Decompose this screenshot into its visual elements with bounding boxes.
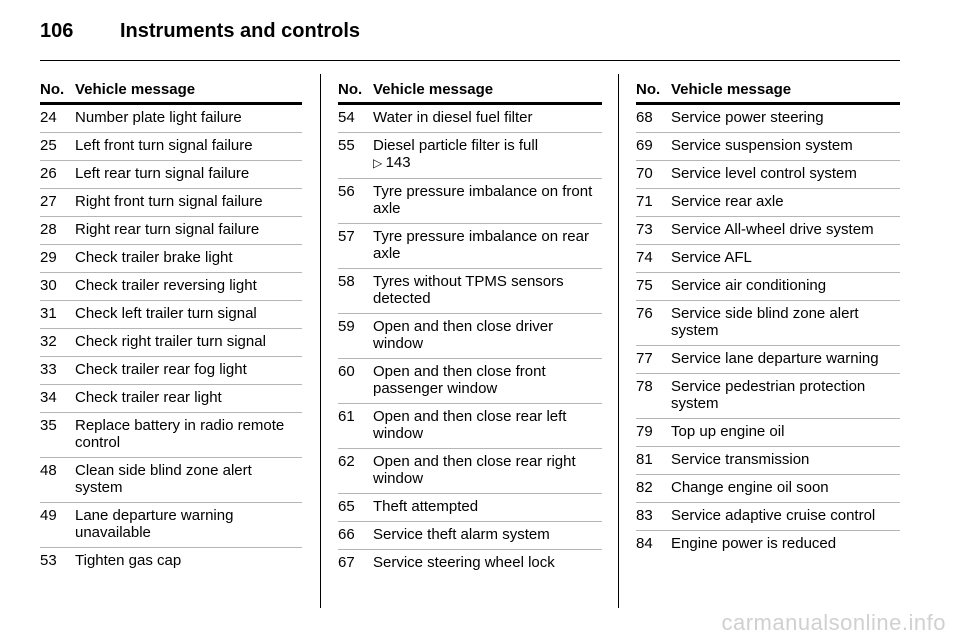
message-cell xyxy=(671,193,900,210)
table-row xyxy=(636,273,900,301)
table-row xyxy=(636,301,900,346)
table-row xyxy=(40,385,302,413)
message-text: Service steering wheel lock xyxy=(373,554,555,571)
table-row xyxy=(40,301,302,329)
message-number: 74 xyxy=(636,249,653,266)
message-text: Left rear turn signal failure xyxy=(75,165,250,182)
message-text: Engine power is reduced xyxy=(671,535,837,552)
message-number: 57 xyxy=(338,228,355,245)
message-number: 26 xyxy=(40,165,57,182)
message-column-2 xyxy=(338,80,602,577)
message-cell xyxy=(75,389,302,406)
table-row xyxy=(338,494,602,522)
message-cell xyxy=(75,305,302,322)
message-text: Open and then close driver window xyxy=(373,318,554,352)
reference-page-number: 143 xyxy=(385,154,411,171)
message-cell xyxy=(373,228,602,262)
table-row xyxy=(338,105,602,133)
message-cell xyxy=(373,554,602,571)
table-row xyxy=(636,374,900,419)
message-number: 66 xyxy=(338,526,355,543)
message-number: 27 xyxy=(40,193,57,210)
table-row xyxy=(338,359,602,404)
message-cell xyxy=(373,526,602,543)
header-rule xyxy=(40,60,900,61)
table-row xyxy=(40,161,302,189)
message-text: Tyre pressure imbalance on front axle xyxy=(373,183,593,217)
message-number: 48 xyxy=(40,462,57,479)
message-cell xyxy=(671,535,900,552)
message-cell xyxy=(373,137,602,172)
message-cell xyxy=(671,479,900,496)
message-number: 61 xyxy=(338,408,355,425)
table-row xyxy=(40,503,302,548)
message-text: Check trailer reversing light xyxy=(75,277,257,294)
message-text: Service adaptive cruise control xyxy=(671,507,876,524)
table-row xyxy=(338,550,602,577)
message-number: 29 xyxy=(40,249,57,266)
column-header-message: Vehicle message xyxy=(671,81,792,98)
message-text: Water in diesel fuel filter xyxy=(373,109,533,126)
message-number: 65 xyxy=(338,498,355,515)
message-text: Tyre pressure imbalance on rear axle xyxy=(373,228,589,262)
message-rows xyxy=(338,105,602,577)
message-number: 67 xyxy=(338,554,355,571)
message-number: 58 xyxy=(338,273,355,290)
message-cell xyxy=(671,507,900,524)
message-text: Check trailer rear fog light xyxy=(75,361,247,378)
message-text: Service lane departure warning xyxy=(671,350,879,367)
message-text: Service All-wheel drive system xyxy=(671,221,874,238)
message-cell xyxy=(75,277,302,294)
message-rows xyxy=(636,105,900,558)
message-cell xyxy=(671,109,900,126)
message-text: Open and then close rear right window xyxy=(373,453,576,487)
message-number: 75 xyxy=(636,277,653,294)
table-row xyxy=(40,105,302,133)
message-text: Top up engine oil xyxy=(671,423,785,440)
message-number: 35 xyxy=(40,417,57,434)
message-text: Theft attempted xyxy=(373,498,479,515)
message-number: 54 xyxy=(338,109,355,126)
message-text: Left front turn signal failure xyxy=(75,137,253,154)
page-header xyxy=(40,18,900,58)
message-cell xyxy=(373,318,602,352)
table-row xyxy=(40,413,302,458)
message-number: 31 xyxy=(40,305,57,322)
message-text: Service side blind zone alert system xyxy=(671,305,859,339)
message-text: Clean side blind zone alert system xyxy=(75,462,252,496)
message-number: 24 xyxy=(40,109,57,126)
message-number: 30 xyxy=(40,277,57,294)
table-row xyxy=(338,449,602,494)
message-number: 81 xyxy=(636,451,653,468)
table-row xyxy=(338,314,602,359)
message-number: 33 xyxy=(40,361,57,378)
message-number: 69 xyxy=(636,137,653,154)
table-row xyxy=(636,419,900,447)
message-cell xyxy=(671,221,900,238)
table-row xyxy=(636,346,900,374)
watermark: carmanualsonline.info xyxy=(721,610,946,635)
message-number: 60 xyxy=(338,363,355,380)
message-cell xyxy=(671,249,900,266)
table-row xyxy=(636,189,900,217)
message-cell xyxy=(75,193,302,210)
message-cell xyxy=(373,453,602,487)
message-number: 71 xyxy=(636,193,653,210)
message-column-3 xyxy=(636,80,900,558)
table-row xyxy=(636,531,900,558)
message-number: 83 xyxy=(636,507,653,524)
message-text: Service AFL xyxy=(671,249,752,266)
message-number: 56 xyxy=(338,183,355,200)
column-divider xyxy=(618,74,619,608)
message-text: Number plate light failure xyxy=(75,109,242,126)
message-cell xyxy=(373,273,602,307)
column-header xyxy=(636,80,900,105)
message-number: 82 xyxy=(636,479,653,496)
message-number: 79 xyxy=(636,423,653,440)
message-text: Change engine oil soon xyxy=(671,479,829,496)
table-row xyxy=(338,224,602,269)
message-text: Service air conditioning xyxy=(671,277,827,294)
column-header-message: Vehicle message xyxy=(373,81,494,98)
message-cell xyxy=(75,417,302,451)
column-header-message: Vehicle message xyxy=(75,81,196,98)
message-cell xyxy=(75,333,302,350)
table-row xyxy=(40,273,302,301)
table-row xyxy=(40,189,302,217)
table-row xyxy=(40,217,302,245)
message-cell xyxy=(75,109,302,126)
column-header xyxy=(338,80,602,105)
reference-arrow-icon: ▷ xyxy=(373,156,386,170)
column-header-no: No. xyxy=(636,81,661,98)
message-text: Check trailer rear light xyxy=(75,389,222,406)
message-cell xyxy=(671,423,900,440)
table-row xyxy=(636,161,900,189)
message-number: 78 xyxy=(636,378,653,395)
message-number: 32 xyxy=(40,333,57,350)
message-number: 84 xyxy=(636,535,653,552)
message-number: 68 xyxy=(636,109,653,126)
page-reference[interactable] xyxy=(373,154,602,172)
page-title: Instruments and controls xyxy=(120,20,361,42)
column-header-no: No. xyxy=(40,81,65,98)
message-cell xyxy=(671,277,900,294)
message-text: Service level control system xyxy=(671,165,857,182)
message-cell xyxy=(373,408,602,442)
table-row xyxy=(338,133,602,179)
page-number: 106 xyxy=(40,20,74,42)
table-row xyxy=(636,475,900,503)
message-text: Service transmission xyxy=(671,451,810,468)
message-number: 76 xyxy=(636,305,653,322)
table-row xyxy=(40,133,302,161)
column-header-no: No. xyxy=(338,81,363,98)
message-cell xyxy=(671,305,900,339)
message-cell xyxy=(75,507,302,541)
message-text: Lane departure warning unavailable xyxy=(75,507,234,541)
message-cell xyxy=(75,221,302,238)
message-cell xyxy=(373,109,602,126)
table-row xyxy=(636,105,900,133)
message-text: Replace battery in radio remote control xyxy=(75,417,285,451)
column-divider xyxy=(320,74,321,608)
table-row xyxy=(338,522,602,550)
table-row xyxy=(338,404,602,449)
message-cell xyxy=(75,137,302,154)
message-cell xyxy=(373,498,602,515)
message-text: Check trailer brake light xyxy=(75,249,233,266)
table-row xyxy=(636,503,900,531)
message-cell xyxy=(75,462,302,496)
message-text: Check right trailer turn signal xyxy=(75,333,266,350)
table-row xyxy=(40,329,302,357)
message-cell xyxy=(671,165,900,182)
message-cell xyxy=(671,137,900,154)
table-row xyxy=(636,133,900,161)
message-number: 59 xyxy=(338,318,355,335)
message-number: 62 xyxy=(338,453,355,470)
message-number: 28 xyxy=(40,221,57,238)
message-text: Service power steering xyxy=(671,109,824,126)
message-text: Check left trailer turn signal xyxy=(75,305,257,322)
message-text: Service theft alarm system xyxy=(373,526,550,543)
message-number: 25 xyxy=(40,137,57,154)
table-row xyxy=(40,245,302,273)
table-row xyxy=(636,245,900,273)
message-text: Diesel particle filter is full xyxy=(373,137,539,154)
table-row xyxy=(636,217,900,245)
message-number: 53 xyxy=(40,552,57,569)
message-text: Tighten gas cap xyxy=(75,552,182,569)
message-cell xyxy=(75,361,302,378)
message-number: 55 xyxy=(338,137,355,154)
message-cell xyxy=(373,183,602,217)
table-row xyxy=(636,447,900,475)
message-cell xyxy=(373,363,602,397)
message-text: Service suspension system xyxy=(671,137,853,154)
message-number: 70 xyxy=(636,165,653,182)
message-number: 49 xyxy=(40,507,57,524)
message-cell xyxy=(671,451,900,468)
message-cell xyxy=(75,165,302,182)
message-rows xyxy=(40,105,302,575)
message-text: Service pedestrian protection system xyxy=(671,378,866,412)
table-row xyxy=(40,548,302,575)
message-text: Right rear turn signal failure xyxy=(75,221,260,238)
message-cell xyxy=(671,350,900,367)
message-cell xyxy=(75,552,302,569)
message-text: Open and then close rear left window xyxy=(373,408,567,442)
message-cell xyxy=(671,378,900,412)
message-number: 77 xyxy=(636,350,653,367)
message-number: 34 xyxy=(40,389,57,406)
table-row xyxy=(40,357,302,385)
table-row xyxy=(40,458,302,503)
message-text: Tyres without TPMS sensors detected xyxy=(373,273,564,307)
message-text: Service rear axle xyxy=(671,193,784,210)
column-header xyxy=(40,80,302,105)
table-row xyxy=(338,179,602,224)
message-text: Open and then close front passenger window xyxy=(373,363,546,397)
message-column-1 xyxy=(40,80,302,575)
table-row xyxy=(338,269,602,314)
message-text: Right front turn signal failure xyxy=(75,193,263,210)
message-number: 73 xyxy=(636,221,653,238)
message-cell xyxy=(75,249,302,266)
